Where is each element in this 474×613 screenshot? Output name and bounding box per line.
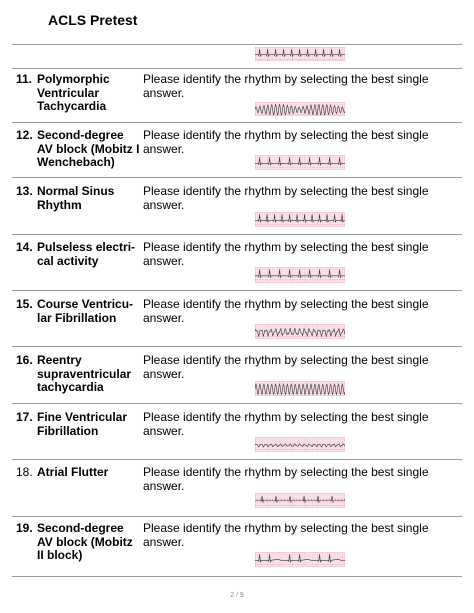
- question-prompt: Please identify the rhythm by selecting the best single answer.: [143, 521, 429, 549]
- question-prompt: Please identify the rhythm by selecting the best single answer.: [143, 410, 429, 438]
- question-prompt: Please identify the rhythm by selecting the best single answer.: [143, 128, 429, 156]
- question-number: 12.: [16, 128, 33, 142]
- question-number: 13.: [16, 184, 33, 198]
- page-title: ACLS Pretest: [48, 12, 138, 28]
- question-number: 17.: [16, 410, 33, 424]
- atrial-flutter-ecg-strip: [255, 493, 345, 508]
- question-number: 16.: [16, 353, 33, 367]
- previous-ecg-strip: [255, 47, 345, 61]
- wenckebach-ecg-strip: [255, 155, 345, 170]
- question-number: 14.: [16, 240, 33, 254]
- fine-vf-ecg-strip: [255, 437, 345, 452]
- question-number: 15.: [16, 297, 33, 311]
- divider: [12, 516, 462, 517]
- question-term: Fine Ventricular Fibrillation: [37, 410, 128, 438]
- divider: [12, 122, 462, 123]
- question-term: Pulseless electri- cal activity: [37, 240, 136, 268]
- polymorphic-vt-ecg-strip: [255, 102, 345, 116]
- divider: [12, 576, 462, 577]
- divider: [12, 234, 462, 235]
- question-term: Reentry supraventricular tachycardia: [37, 353, 132, 394]
- divider: [12, 68, 462, 69]
- sinus-rhythm-ecg-strip: [255, 212, 345, 227]
- question-term: Polymorphic Ventricular Tachycardia: [37, 72, 110, 113]
- divider: [12, 177, 462, 178]
- question-number: 18.: [16, 465, 33, 479]
- question-prompt: Please identify the rhythm by selecting the best single answer.: [143, 184, 429, 212]
- question-number: 19.: [16, 521, 33, 535]
- question-prompt: Please identify the rhythm by selecting the best single answer.: [143, 297, 429, 325]
- question-term: Normal Sinus Rhythm: [37, 184, 115, 212]
- question-term: Course Ventricu- lar Fibrillation: [37, 297, 134, 325]
- question-prompt: Please identify the rhythm by selecting the best single answer.: [143, 240, 429, 268]
- question-term: Second-degree AV block (Mobitz I Wenchebach): [37, 128, 140, 169]
- divider: [12, 290, 462, 291]
- question-prompt: Please identify the rhythm by selecting the best single answer.: [143, 353, 429, 381]
- question-term: Atrial Flutter: [37, 465, 109, 479]
- question-number: 11.: [16, 72, 33, 86]
- page-number: 2 / 9: [230, 592, 244, 599]
- coarse-vf-ecg-strip: [255, 324, 345, 339]
- divider: [12, 459, 462, 460]
- question-term: Second-degree AV block (Mobitz II block): [37, 521, 133, 562]
- question-prompt: Please identify the rhythm by selecting the best single answer.: [143, 465, 429, 493]
- divider: [12, 346, 462, 347]
- svt-ecg-strip: [255, 381, 345, 396]
- divider: [12, 44, 462, 45]
- divider: [12, 403, 462, 404]
- question-prompt: Please identify the rhythm by selecting the best single answer.: [143, 72, 429, 100]
- pea-ecg-strip: [255, 267, 345, 283]
- mobitz-ii-ecg-strip: [255, 552, 345, 567]
